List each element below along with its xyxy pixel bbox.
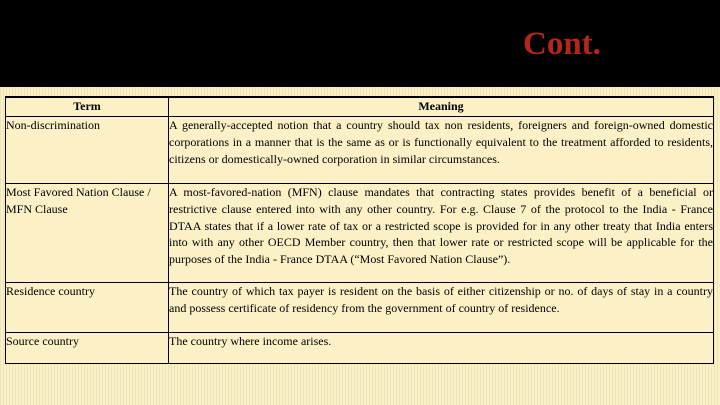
glossary-table — [5, 96, 714, 364]
term-cell: Most Favored Nation Clause / MFN Clause — [6, 184, 169, 283]
term-cell: Non-discrimination — [6, 117, 169, 184]
meaning-cell: A most-favored-nation (MFN) clause mandates that contracting states provides benefit of a beneficial or restrictive clause entered into with any other country. For e.g. Clause 7 of the protocol to the India - France DTAA states that if a lower rate of tax or a restricted scope is provided for in any other treaty that India enters into with any other OECD Member country, then that lower rate or restricted scope will be applicable for the purposes of the India - France DTAA (“Most Favored Nation Clause”). — [169, 184, 714, 283]
term-cell: Residence country — [6, 283, 169, 333]
term-column-header: Term — [6, 97, 169, 117]
table-row — [6, 184, 714, 283]
table-row — [6, 333, 714, 364]
meaning-cell: The country of which tax payer is resident on the basis of either citizenship or no. of days of stay in a country and possess certificate of residency from the government of country of residence. — [169, 283, 714, 333]
table-row — [6, 283, 714, 333]
meaning-column-header: Meaning — [169, 97, 714, 117]
term-cell: Source country — [6, 333, 169, 364]
table-header-row — [6, 97, 714, 117]
table-row — [6, 117, 714, 184]
meaning-cell: The country where income arises. — [169, 333, 714, 364]
slide-title: Cont. — [523, 26, 601, 62]
meaning-cell: A generally-accepted notion that a country should tax non residents, foreigners and foreign-owned domestic corporations in a manner that is the same as or is functionally equivalent to the treatment afforded to residents, citizens or domestically-owned corporation in similar circumstances. — [169, 117, 714, 184]
